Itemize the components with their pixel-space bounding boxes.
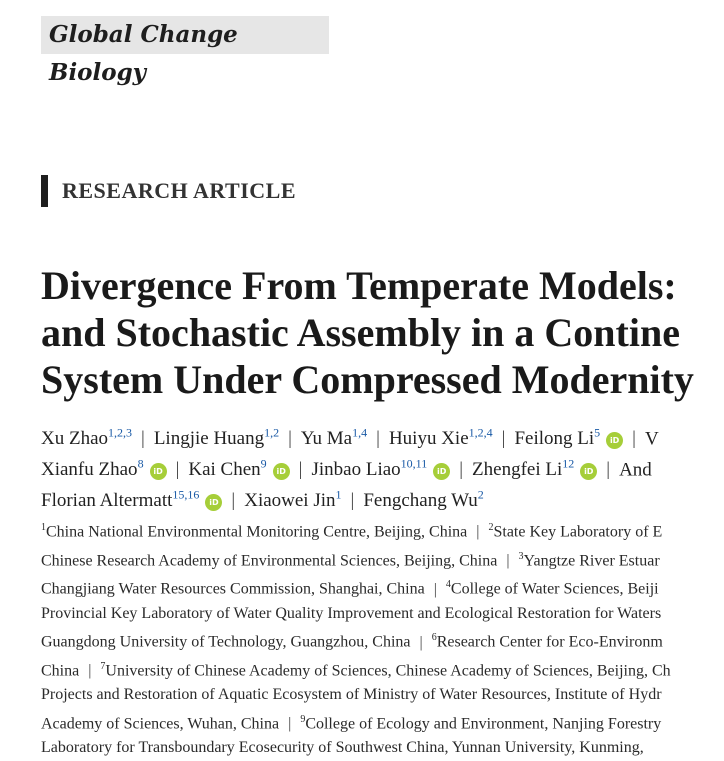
affiliation-marker[interactable]: 1,2 <box>264 426 280 440</box>
affiliation-text: Provincial Key Laboratory of Water Quality Improvement and Ecological Restoration for Waters <box>41 604 662 622</box>
orcid-icon[interactable]: iD <box>580 463 597 480</box>
affiliation-marker[interactable]: 9 <box>260 456 267 471</box>
author-name[interactable] <box>244 487 342 511</box>
affiliation-text: Chinese Research Academy of Environmental Sciences, Beijing, China <box>41 551 498 569</box>
author-name-text: Yu Ma <box>300 428 353 450</box>
orcid-icon[interactable]: iD <box>205 494 222 511</box>
orcid-icon[interactable]: iD <box>150 463 167 480</box>
author-name-text: Florian Altermatt <box>41 489 173 511</box>
author-name-text: Xiaowei Jin <box>244 489 336 511</box>
author-name[interactable] <box>41 456 144 481</box>
author-name[interactable] <box>311 456 428 481</box>
affiliation-text: Yangtze River Estuar <box>523 551 660 569</box>
affiliation-text: College of Ecology and Environment, Nanjing Forestry <box>305 715 662 733</box>
affiliation-line <box>41 545 724 574</box>
affiliation-marker[interactable]: 2 <box>477 487 484 502</box>
affiliation-marker[interactable]: 1 <box>335 487 342 502</box>
affiliation-line <box>41 655 724 684</box>
title-line: Divergence From Temperate Models: <box>41 263 677 308</box>
author-separator: | <box>175 459 180 481</box>
affiliation-separator: | <box>433 580 437 598</box>
affiliation-separator: | <box>288 715 292 733</box>
affiliation-text: Academy of Sciences, Wuhan, China <box>41 715 280 733</box>
author-name[interactable] <box>514 428 600 449</box>
author-name-text: Lingjie Huang <box>153 428 265 450</box>
affiliation-number: 2 <box>488 522 494 533</box>
affiliation-number: 7 <box>100 660 106 672</box>
article-title <box>41 262 724 403</box>
affiliation-text: Guangdong University of Technology, Guangzhou, China <box>41 633 411 651</box>
author-name-text: Zhengfei Li <box>472 459 563 481</box>
author-name[interactable] <box>389 428 493 449</box>
affiliation-line <box>41 626 724 655</box>
affiliation-text: Projects and Restoration of Aquatic Ecosystem of Ministry of Water Resources, Institute of Hydr <box>41 686 662 704</box>
affiliation-line <box>41 683 724 707</box>
author-separator: | <box>298 459 303 481</box>
affiliation-text: China National Environmental Monitoring Centre, Beijing, China <box>46 523 468 541</box>
title-line: and Stochastic Assembly in a Contine <box>41 310 680 355</box>
author-name-text: And <box>619 459 652 481</box>
affiliation-number: 3 <box>518 550 524 562</box>
author-name[interactable] <box>41 428 132 449</box>
affiliation-text: University of Chinese Academy of Sciences, Chinese Academy of Sciences, Beijing, Ch <box>105 662 671 680</box>
journal-name: Global Change Biology <box>41 16 329 54</box>
author-name[interactable] <box>41 487 200 511</box>
author-separator: | <box>606 459 611 481</box>
affiliation-separator: | <box>506 551 510 569</box>
affiliation-marker[interactable]: 1,4 <box>352 426 368 440</box>
affiliation-text: College of Water Sciences, Beiji <box>450 580 659 598</box>
affiliation-text: State Key Laboratory of E <box>493 523 663 541</box>
affiliation-line <box>41 736 724 760</box>
title-line: System Under Compressed Modernity <box>41 357 694 402</box>
author-name-text: Huiyu Xie <box>388 428 469 450</box>
author-name-text: Feilong Li <box>514 428 595 450</box>
author-separator: | <box>501 428 506 450</box>
affiliation-marker[interactable]: 1,2,4 <box>468 426 493 440</box>
affiliation-text: China <box>41 662 80 680</box>
orcid-icon[interactable]: iD <box>273 463 290 480</box>
affiliation-separator: | <box>88 662 92 680</box>
author-name[interactable] <box>472 456 575 481</box>
affiliation-line <box>41 602 724 626</box>
author-separator: | <box>376 428 380 450</box>
affiliation-marker[interactable]: 1,2,3 <box>108 426 133 440</box>
author-name[interactable] <box>188 456 267 481</box>
author-separator: | <box>459 459 464 481</box>
author-name-text: Kai Chen <box>188 459 261 481</box>
author-separator: | <box>288 428 292 450</box>
affiliation-text: Changjiang Water Resources Commission, Shanghai, China <box>41 580 425 598</box>
affiliation-number: 1 <box>41 522 46 533</box>
affiliation-number: 9 <box>300 713 306 725</box>
article-type-label: RESEARCH ARTICLE <box>41 175 296 207</box>
author-separator: | <box>141 428 145 450</box>
affiliation-separator: | <box>419 633 423 651</box>
author-name-text: Fengchang Wu <box>363 489 478 511</box>
author-name-text: Xianfu Zhao <box>41 459 138 481</box>
affiliation-number: 6 <box>431 632 437 644</box>
author-name[interactable] <box>363 487 484 511</box>
affiliation-separator: | <box>476 523 480 541</box>
author-list <box>41 421 724 513</box>
author-name[interactable] <box>645 428 659 449</box>
author-name[interactable] <box>301 428 367 449</box>
affiliation-marker[interactable]: 10,11 <box>400 456 428 471</box>
affiliation-marker[interactable]: 5 <box>594 426 601 440</box>
author-separator: | <box>632 428 636 450</box>
author-line <box>41 452 724 483</box>
affiliation-marker[interactable]: 12 <box>562 456 575 471</box>
author-separator: | <box>231 489 236 511</box>
affiliation-marker[interactable]: 15,16 <box>172 487 200 502</box>
affiliation-line <box>41 516 724 545</box>
affiliation-text: Research Center for Eco-Environm <box>436 633 663 651</box>
author-name[interactable] <box>619 459 652 480</box>
affiliation-marker[interactable]: 8 <box>137 456 144 471</box>
affiliation-number: 4 <box>445 579 451 591</box>
orcid-icon[interactable]: iD <box>433 463 450 480</box>
orcid-icon[interactable]: iD <box>606 432 623 449</box>
author-name-text: Xu Zhao <box>41 428 109 450</box>
author-name-text: Jinbao Liao <box>311 459 401 481</box>
affiliation-line <box>41 573 724 602</box>
author-line <box>41 483 724 514</box>
author-separator: | <box>350 489 355 511</box>
author-line <box>41 421 724 452</box>
author-name[interactable] <box>154 428 279 449</box>
affiliation-text: Laboratory for Transboundary Ecosecurity of Southwest China, Yunnan University, Kunming, <box>41 739 644 757</box>
author-name-text: V <box>644 428 659 450</box>
affiliation-line <box>41 708 724 737</box>
